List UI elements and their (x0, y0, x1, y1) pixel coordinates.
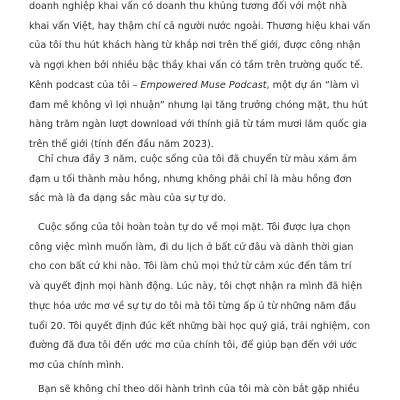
text-line: Chỉ chưa đầy 3 năm, cuộc sống của tôi đã chuyển từ màu xám ảm (38, 154, 357, 165)
text-line: Cuộc sống của tôi hoàn toàn tự do về mọi mặt. Tôi được lựa chọn (38, 222, 351, 233)
text-line: thực hóa ước mơ về sự tự do tôi mà tôi từng ấp ủ từ những năm đầu (29, 300, 357, 312)
text-line: mơ của chính mình. (29, 359, 125, 371)
text-segment: Kênh podcast của tôi – (29, 79, 141, 91)
text-line: đường đã đưa tôi đến ước mơ của chính tôi, để giúp bạn đến với ước (29, 340, 358, 352)
text-line: và ngợi khen bởi nhiều bậc thầy khai vấn có tầm trên trường quốc tế. (29, 60, 363, 72)
paragraph-freedom (29, 218, 370, 376)
text-line: đam mê không vì lợi nhuận” nhưng lại tăng trưởng chóng mặt, thu hút (29, 99, 368, 111)
paragraph-journey (29, 380, 359, 400)
text-line: và quyết định mọi hành động. Lúc này, tôi chợt nhận ra mình đã hiện (29, 281, 363, 293)
text-line: trên thế giới (tính đến đầu năm 2023). (29, 138, 214, 150)
text-line: khai vấn Việt, hay thậm chí cả người nước ngoài. Thương hiệu khai vấn (29, 20, 371, 32)
text-line: cho con bất cứ khi nào. Tôi làm chủ mọi thứ từ cảm xúc đến tâm trí (29, 261, 352, 273)
text-line: đạm u tối thành màu hồng, nhưng không phải chỉ là màu hồng đơn (29, 173, 352, 185)
text-line-podcast (29, 76, 370, 96)
text-line: của tôi thu hút khách hàng từ khắp nơi trên thế giới, được công nhận (29, 40, 361, 52)
paragraph-transformation (29, 150, 357, 209)
text-segment: , một dự án “làm vì (266, 79, 360, 91)
text-line: sắc mà là đa dạng sắc màu của sự tự do. (29, 193, 226, 205)
paragraph-achievements (29, 0, 370, 155)
text-line: doanh nghiệp khai vấn có doanh thu khủng tương đối với một nhà (29, 1, 348, 12)
podcast-title: Empowered Muse Podcast (140, 79, 267, 91)
text-line: tuổi 20. Tôi quyết định đúc kết những bài học quý giá, trải nghiệm, con (29, 320, 371, 332)
text-line: công việc mình muốn làm, đi du lịch ở bất cứ đâu và dành thời gian (29, 241, 354, 253)
text-line: hàng trăm ngàn lượt download với thính giả từ tám mươi lăm quốc gia (29, 119, 367, 131)
text-line: Bạn sẽ không chỉ theo dõi hành trình của tôi mà còn bắt gặp nhiều (38, 384, 360, 395)
